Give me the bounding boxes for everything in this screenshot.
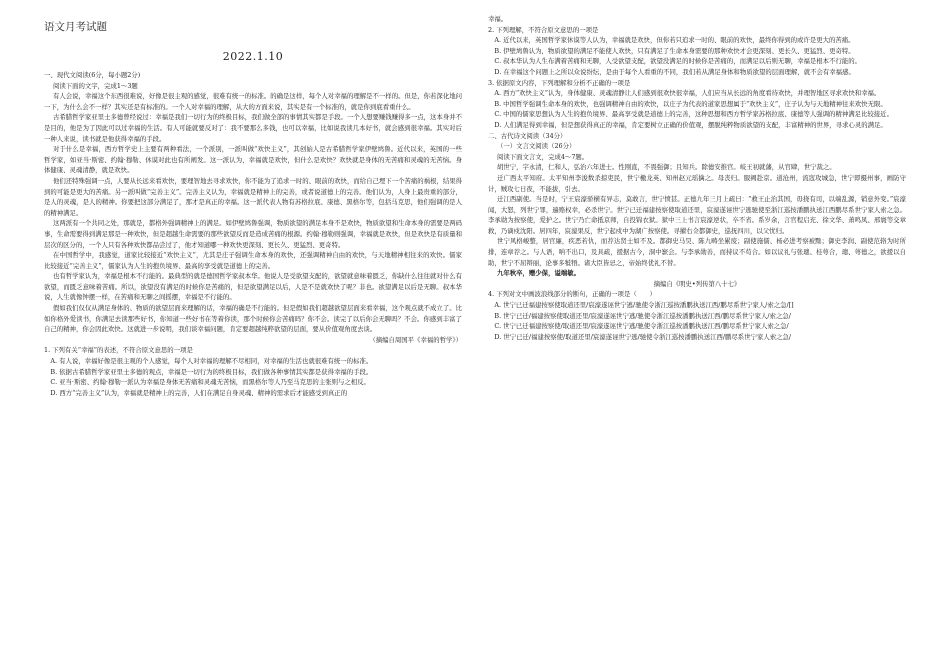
passage-paragraph: 这两派有一个共同之处，那就是，都格外强调精神上的满足。如伊壁鸠鲁强调，物质欲望的满足本身不是欢快，物质欲望和生命本身的需要是两码事，生命需要得到满足那是一种欢快，但是超越生命需要的那些欲望反而是造成苦痛的根源。约翰·穆勒则强调，幸福就是欢快，但是欢快是有质量和层次的区分的，一个人只有各种欢快都品尝过了，他才知道哪一种欢快更深刻、更长久、更猛烈、更奇特。 — [44, 219, 462, 249]
question-3: 3. 依据原文内容，下列理解和分析不正确的一项是 — [488, 78, 631, 87]
passage-source: （摘编自周国平《幸福的哲学》） — [369, 335, 462, 344]
classical-source: 摘编自《明史•列传第八十七》 — [653, 279, 741, 288]
subsection-heading: （一）文言文阅读（26分） — [496, 142, 576, 151]
classical-ending: 九年秋卒，赠少保，谥端敏。 — [496, 269, 581, 278]
question-1-option-a: A. 有人说，幸福好像是很主观的个人感觉，每个人对幸福的理解不尽相同，对幸福的生活也就很难有统一的标准。 — [50, 357, 373, 366]
exam-date: 2022.1.10 — [222, 50, 284, 63]
reading-instruction: 阅读下面文言文，完成4～7题。 — [496, 152, 589, 161]
question-1-continued: 幸福。 — [488, 15, 508, 23]
passage-paragraph: 假如我们仅仅从满足身体的、物质的欲望层面来理解的话，幸福的确是不行能的。但是假如我们超越欲望层面来看幸福，这个观点就不成立了。比如你格外爱读书，你满足去读那些好书，你知道一些好书在等着你读，那个时候你会苦痛吗？你不会。读完了以后你会无聊吗？不会。你感到丰富了自己的精神，你会因此欢快。这就进一步说明，我们谈幸福问题，肯定要超越纯粹欲望的层面，要从价值观角度去谈。 — [44, 304, 462, 334]
question-3-option-c: C. 中国的儒家思想认为人生的抱负境界、最高享受就是道德上的完善，这种思想和西方哲学家苏格拉底、康德等人强调的精神满足比较接近。 — [494, 110, 893, 119]
question-2: 2. 下列理解，不符合原文意思的一项是 — [488, 25, 599, 34]
passage-paragraph: 在中国哲学中，我感觉，道家比较接近“欢快主义”，尤其是庄子强调生命本身的欢快，还强调精神自由的欢快，与天地精神相往来的欢快。儒家比较接近“完善主义”，儒家认为人生的抱负境界、最高的享受就是道德上的完善。 — [44, 251, 462, 270]
exam-title: 语文月考试题 — [44, 21, 107, 33]
question-1-option-d: D. 西方“完善主义”认为，幸福就是精神上的完善，人们在满足自身灵魂、精神的需求后才能感受到真正的 — [50, 388, 348, 397]
question-3-option-d: D. 人们满足得到幸福，但是想获得真正的幸福，肯定要树立正确的价值观，摆脱纯粹物质欲望的支配，丰富精神的世界，寻求心灵的满足。 — [494, 120, 887, 129]
question-4-option-b: B. 世宁已迁/福建按察使取道还里/宸濠遂诬世宁逃/驰使令浙江巡按潘鹏执送江西/鹏尽系世宁家人/索之急/ — [494, 311, 791, 320]
classical-paragraph: 世宁风格峻整，居官廉，疾恶若仇，而荐达贤士如不及。都御史马昊、陈九畴坐累废；副使施儒、杨必进考察被黜；御史李润、副使范辂为时所排，连章荐之。与人语，呐不出口，及具疏，援据古今，洞中窾会。与李承勋善，而持议不苟合。如以议礼与张璁、桂萼合，璁、萼德之，欲援以自助，世宁不屈辩丽，论事多牴牾。诸大臣皆忌之，帝始终优礼不替。 — [488, 237, 906, 267]
question-1: 1. 下列有关“幸福”的表述，不符合原文意思的一项是 — [44, 346, 193, 355]
question-2-option-a: A. 近代以来，英国哲学家休谟等人认为，幸福就是欢快，但你若只追求一时的、眼前的欢快，最终你得到的或许是更大的苦痛。 — [494, 36, 855, 45]
passage-paragraph: 古希腊哲学家亚里士多德曾经说过：幸福是我们一切行为的终极目标，我们做全部的事情其实都是手段。一个人想要赚钱赚得多一点，这本身并不是目的，他是为了因此可以过幸福的生活。有人可能就要反对了：我不要那么多钱，也可以幸福，比如说我读几本好书，就会感到很幸福。其实对后一种人来说，读书就是他获得幸福的手段。 — [44, 113, 462, 143]
question-1-option-b: B. 依据古希腊哲学家亚里士多德的观点，幸福是一切行为的终极目标，我们做各种事情其实都是获得幸福的手段。 — [50, 367, 373, 376]
passage-paragraph: 他们还特殊强调一点，人要从长远来看欢快，要理智地去寻求欢快，你不能为了追求一时的、眼前的欢快，而给自己埋下一个苦痛的祸根，结果得到的可能是更大的苦痛。另一派叫做“完善主义”。完善主义认为，幸福就是精神上的完善，或者说道德上的完善。他们认为，人身上最贵重的部分，是人的灵魂，是人的精神。你要把这部分满足了，那才是真正的幸福。这一派代表人物有苏格拉底、康德、黑格尔等，包括马克思，他们强调的是人的精神满足。 — [44, 176, 462, 217]
section-heading: 二、古代诗文阅读（34分） — [488, 131, 567, 140]
passage-paragraph: 对于什么是幸福，西方哲学史上主要有两种看法，一个派别，一派叫做“欢快主义”，其创始人是古希腊哲学家伊壁鸠鲁。近代以来，英国的一些哲学家，如亚当·斯密、约翰·穆勒、休谟对此也有所阐发。这一派认为，幸福就是欢快，但什么是欢快？欢快就是身体的无苦痛和灵魂的无苦恼。身体健康、灵魂清静，就是欢快。 — [44, 145, 462, 175]
question-2-option-b: B. 伊壁鸠鲁认为，物质欲望的满足不能使人欢快，只有满足了生命本身需要的那种欢快才会更深刻、更长久、更猛烈、更奇特。 — [494, 46, 855, 55]
classical-paragraph: 迁江西副使。当是时，宁王宸濠骄横有异志，莫敢言，世宁愤甚。正德九年三月上疏曰：“救王止治其国，毋挠有司，以端乱源，销意外变。”宸濠闻，大怒，列世宁罪，遍赂权幸，必杀世宁。世宁已迁福建按察使取道还里，宸濠遂诬世宁逃驰使至浙江巡按潘鹏执送江西鹏尽系世宁家人索之急。李承勋为按察使，爱护之。世宁乃亡命抵京师，自投锦衣狱。狱中三上书言宸濠逆状，卒不省。系岁余，言官程启充、徐文华、萧鸣凤、邢寰等交章救，乃谪戍沈阳。居四年，宸濠果反，世宁起戍中为湖广按察使。寻擢右佥都御史，巡抚四川，以父忧归。 — [488, 195, 906, 235]
classical-paragraph: 迁广西太平知府。太平知州李浚数杀掠吏民，世宁檄龙英、知州赵元瑶擒之。母丧归。服阙赴京。道沧州，流寇攻城急，世宁即摄州事，画防守计，贼攻七日夜，不能拔，引去。 — [488, 173, 906, 193]
question-4: 4. 下列对文中画波浪线部分的断句，正确的一项是（ ） — [488, 290, 656, 299]
classical-paragraph: 胡世宁，字永清，仁和人，弘治六年进士。性刚直，不畏强御；且知兵。除德安推官。岐王初就藩，从官肆，世宁裁之。 — [496, 163, 836, 172]
right-column — [488, 14, 906, 342]
question-1-option-c: C. 亚当·斯密、约翰·穆勒一派认为幸福是身体无苦痛和灵魂无苦恼，而黑格尔等人乃至马克思的主张则与之相反。 — [50, 378, 370, 387]
left-column — [44, 20, 462, 398]
section-heading: 一、现代文阅读(6分，每小题2分) — [44, 71, 141, 79]
passage-paragraph: 有人会说，幸福这个东西很难说，好像是很主观的感觉，很难有统一的标准。的确是这样，每个人对幸福的理解是不一样的。但是，你若深化地问一下，为什么会不一样？其实还是有标准的。一个人对幸福的理解，从大的方面来说，其实是有一个标准的，就是你到底看重什么。 — [44, 92, 462, 111]
question-4-option-c: C. 世宁已迁福建按察使/取道还里/宸濠遂诬世宁逃/驰使令浙江巡按潘鹏执送江西/鹏尽系世宁家人索之急/ — [494, 322, 789, 331]
question-4-option-a: A. 世宁已迁福建按察使取道还里/宸濠遂诬世宁逃/驰使令浙江巡按潘鹏执送江西/鹏尽系世宁家人/索之急/[] — [494, 301, 794, 310]
reading-instruction: 阅读下面的文字，完成1～3题 — [52, 81, 138, 90]
question-3-option-b: B. 中国哲学强调生命本身的欢快，也强调精神自由的欢快，以庄子为代表的道家思想属于“欢快主义”，庄子认为与天地精神往来欢快无限。 — [494, 99, 887, 108]
question-3-option-a: A. 西方“欢快主义”认为，身体健康、灵魂清静让人们感到很欢快很幸福，人们应当从长远的角度看待欢快，并理智地区寻求欢快和幸福。 — [494, 89, 881, 98]
question-2-option-c: C. 叔本华认为人生布满着苦痛和无聊，人受欲望支配，欲望没满足的时候你是苦痛的，而满足以后则无聊，幸福是根本不行能的。 — [494, 57, 862, 66]
passage-paragraph: 也有哲学家认为，幸福是根本不行能的。最典型的就是德国哲学家叔本华。他说人是受欲望支配的，欲望就意味着匮乏，你缺什么往往就对什么有欲望，而匮乏意味着苦痛。所以，欲望没有满足的时候你是苦痛的，但是欲望满足以后，人是不是就欢快了呢？非也。欲望满足以后是无聊。叔本华说，人生就像钟摆一样，在苦痛和无聊之间摇摆，幸福是不行能的。 — [44, 272, 462, 302]
question-4-option-d: D. 世宁已迁/福建按察使/取道还里/宸濠遂诬世宁逃/驰使令浙江巡按潘鹏执送江西/鹏尽系世宁家人索之急/ — [494, 332, 792, 341]
question-2-option-d: D. 在幸福这个问题上之所以众说纷纭，是由于每个人看重的不同，我们若从满足身体和物质欲望的层面理解，就不会有幸福感。 — [494, 67, 855, 76]
